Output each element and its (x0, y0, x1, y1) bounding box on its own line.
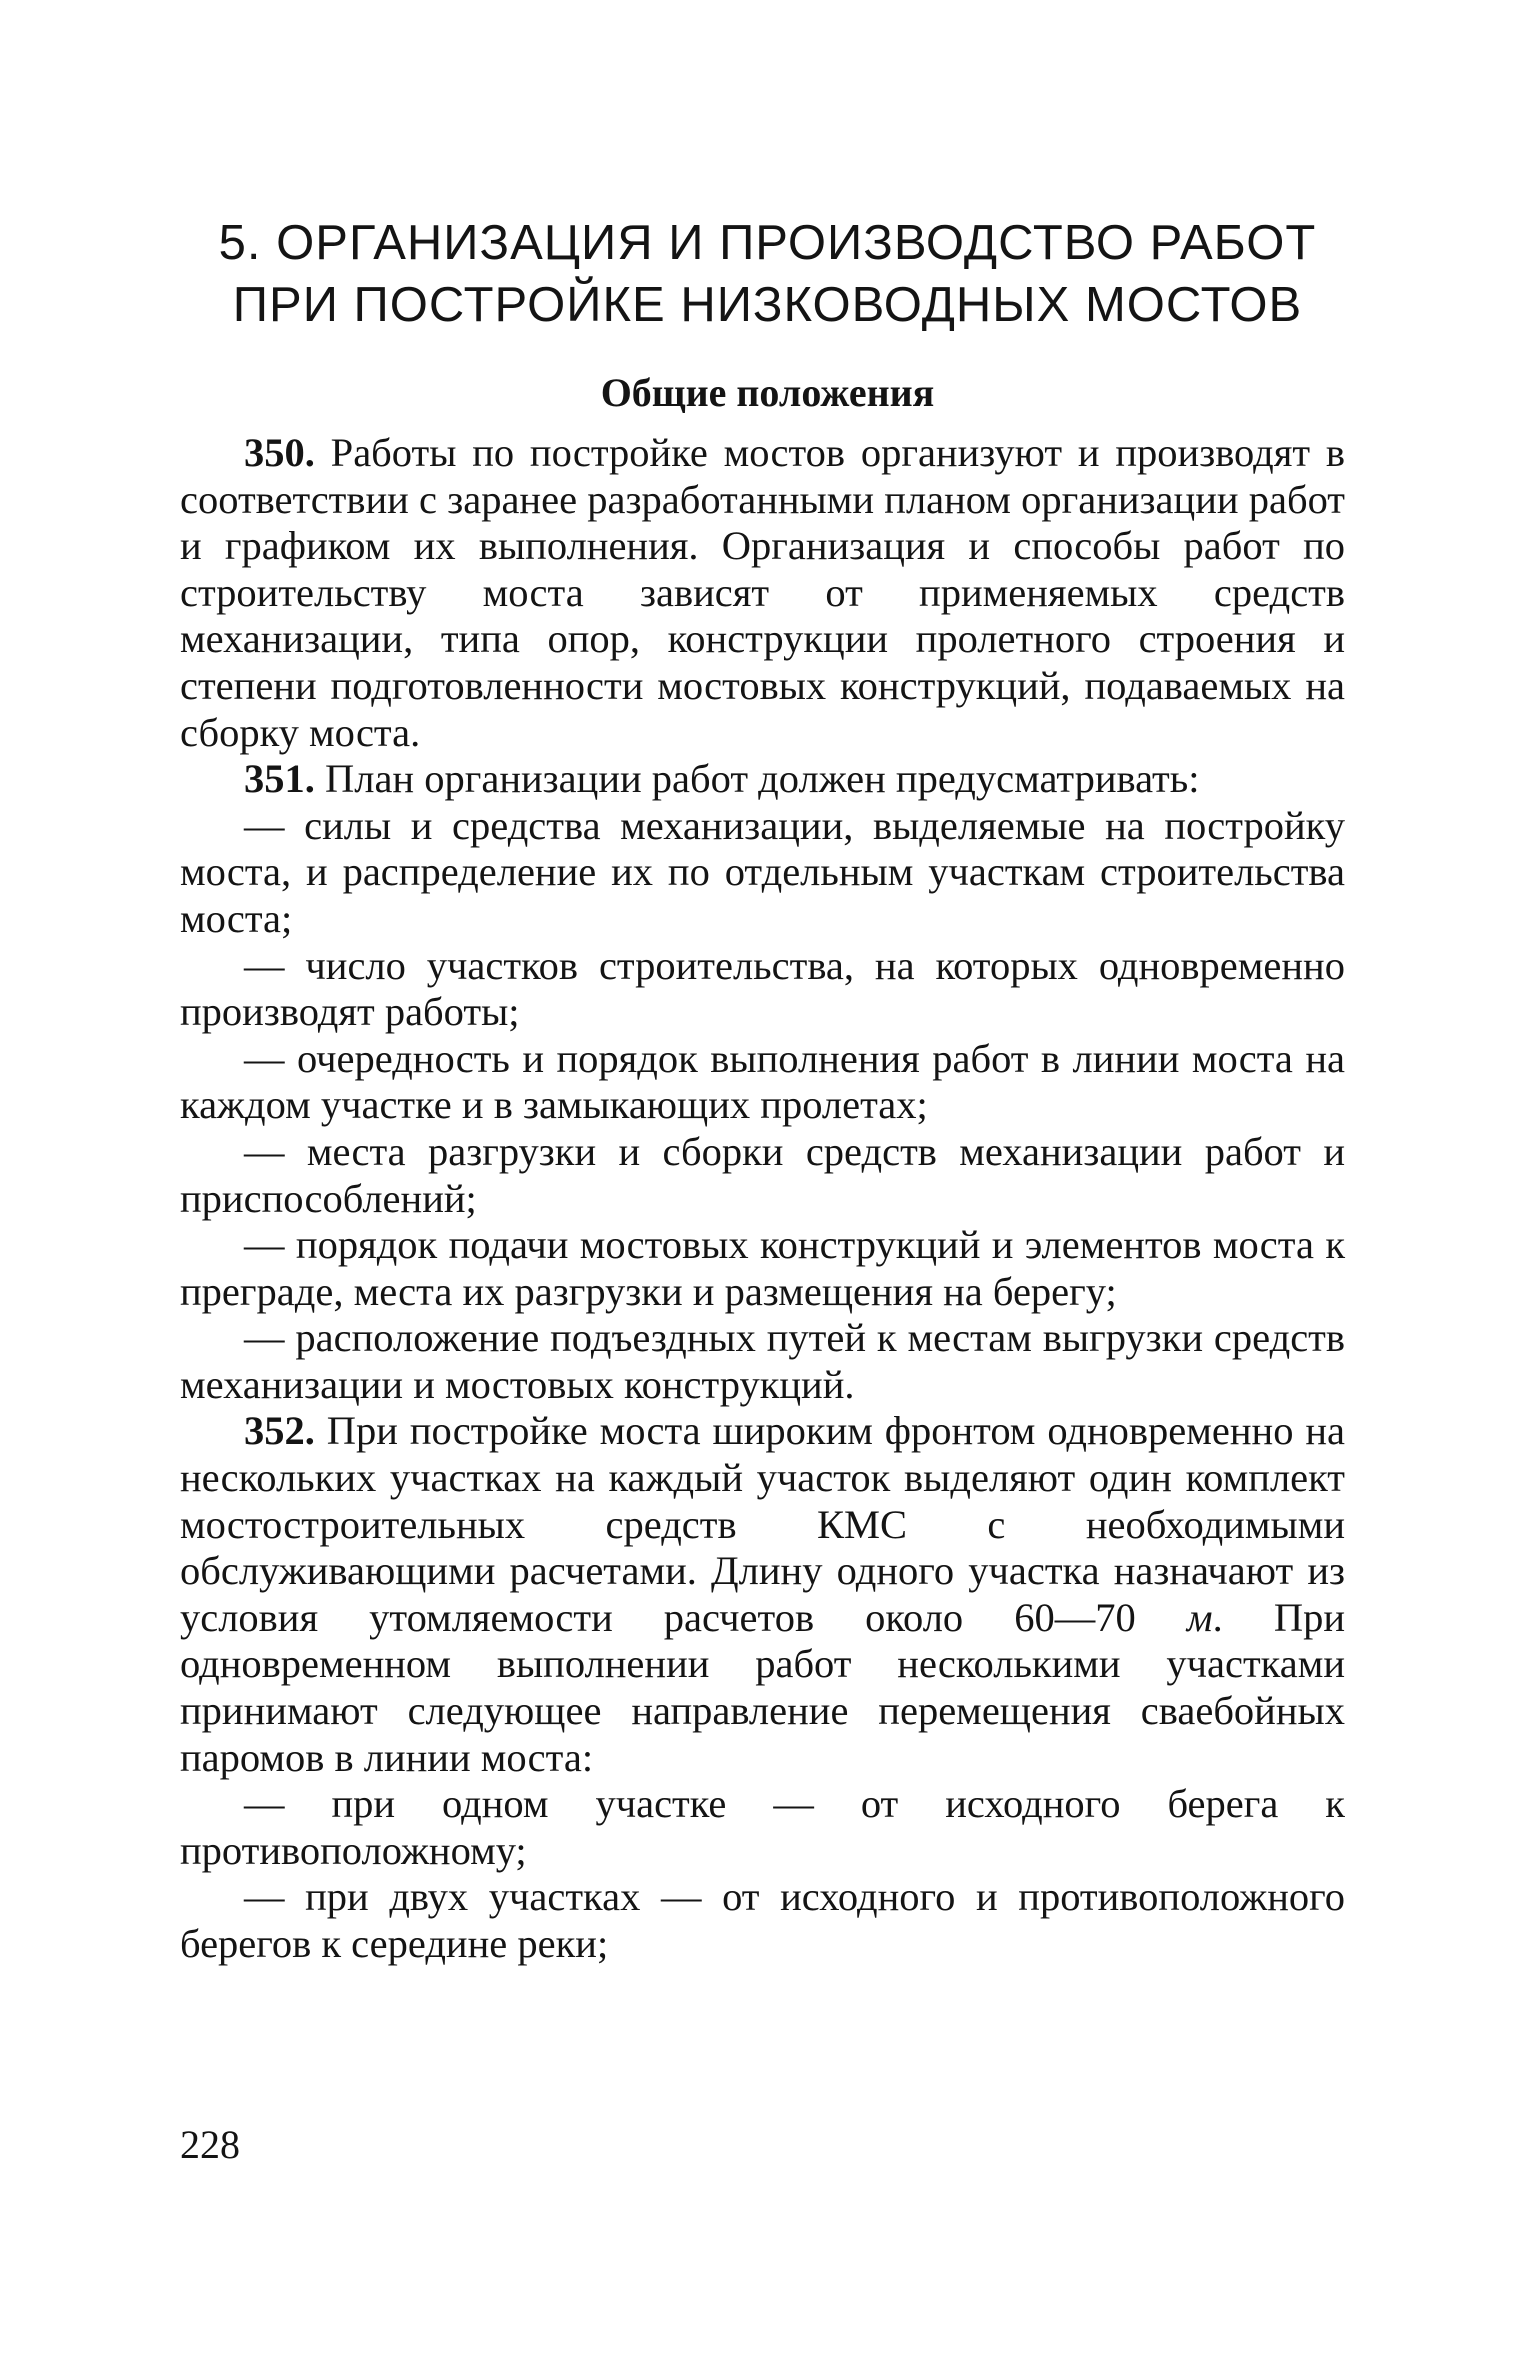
list-item: — места разгрузки и сборки средств механизации работ и приспособлений; (180, 1128, 1345, 1221)
paragraph-351 (180, 756, 1345, 803)
paragraph-text-tail: . При одновременном выполнении работ несколькими участками принимают следующее направление перемещения сваебойных паромов в линии моста: (180, 1594, 1346, 1780)
list-item: — порядок подачи мостовых конструкций и элементов моста к преграде, места их разгрузки и размещения на берегу; (180, 1222, 1345, 1314)
chapter-title-line-2: ПРИ ПОСТРОЙКЕ НИЗКОВОДНЫХ МОСТОВ (232, 278, 1303, 332)
paragraph-number: 350. (244, 430, 315, 475)
unit-meters: м (1186, 1594, 1213, 1640)
list-item: — очередность и порядок выполнения работ в линии моста на каждом участке и в замыкающих пролетах; (180, 1035, 1345, 1128)
paragraph-350 (180, 430, 1345, 756)
paragraph-352 (180, 1408, 1345, 1781)
list-item: — число участков строительства, на которых одновременно производят работы; (180, 942, 1345, 1035)
paragraph-text: Работы по постройке мостов организуют и производят в соответствии с заранее разработанными планом организации работ и графиком их выполнения. Организация и способы работ по строительству моста зависят от применяемых средств механизации, типа опор, конструкции пролетного строения и степени подготовленности мостовых конструкций, подаваемых на сборку моста. (180, 430, 1345, 755)
list-item: — при одном участке — от исходного берега к противоположному; (180, 1781, 1345, 1873)
list-item: — при двух участках — от исходного и противоположного берегов к середине реки; (180, 1874, 1345, 1966)
body-text (180, 430, 1345, 1968)
list-item: — расположение подъездных путей к местам выгрузки средств механизации и мостовых конструкций. (180, 1315, 1345, 1407)
section-heading: Общие положения (600, 370, 935, 415)
paragraph-number: 352. (244, 1408, 315, 1454)
chapter-title (120, 212, 1415, 336)
paragraph-number: 351. (244, 756, 315, 802)
paragraph-text: План организации работ должен предусматривать: (325, 756, 1200, 802)
list-item: — силы и средства механизации, выделяемые на постройку моста, и распределение их по отдельным участкам строительства моста; (180, 802, 1345, 941)
page-number: 228 (180, 2122, 240, 2167)
chapter-title-line-1: 5. ОРГАНИЗАЦИЯ И ПРОИЗВОДСТВО РАБОТ (218, 216, 1317, 270)
paragraph-text: При постройке моста широким фронтом одновременно на нескольких участках на каждый участок выделяют один комплект мостостроительных средств КМС с необходимыми обслуживающими расчетами. Длину одного участка назначают из условия утомляемости расчетов около 60—70 (180, 1408, 1346, 1640)
